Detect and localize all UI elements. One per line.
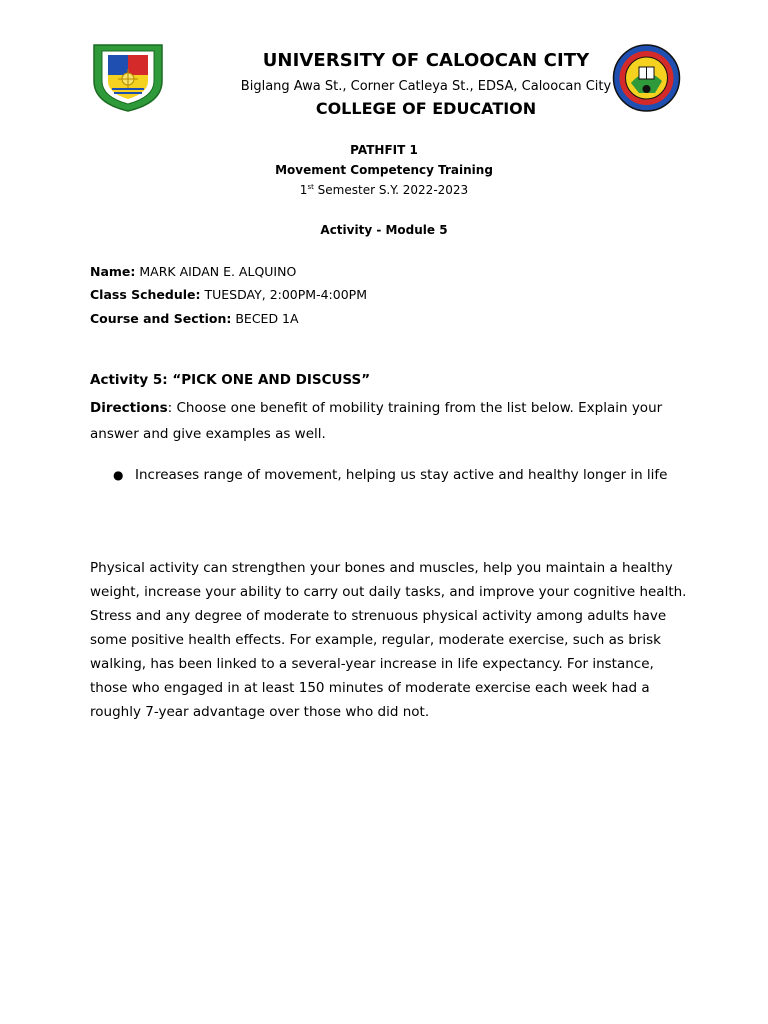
activity-heading: Activity 5: “PICK ONE AND DISCUSS” [90,372,371,388]
directions-paragraph [90,395,680,447]
university-address: Biglang Awa St., Corner Catleya St., EDSA, Caloocan City [240,79,612,94]
semester-suffix: st [307,183,314,191]
course-code: PATHFIT 1 [350,143,418,157]
schedule-value: TUESDAY, 2:00PM-4:00PM [200,287,367,302]
student-name-line [90,264,296,279]
name-label: Name: [90,264,136,279]
list-item [113,463,683,487]
college-name: COLLEGE OF EDUCATION [315,99,537,118]
name-value: MARK AIDAN E. ALQUINO [135,264,297,279]
directions-label: Directions [90,400,168,416]
semester-number: 1 [299,183,308,197]
section-value: BECED 1A [231,311,299,326]
semester-text: Semester S.Y. 2022-2023 [313,183,469,197]
section-label: Course and Section: [90,311,232,326]
course-section-line [90,311,299,326]
bullet-icon: ● [113,468,124,482]
list-item-text: Increases range of movement, helping us stay active and healthy longer in life [135,467,668,483]
course-title: Movement Competency Training [275,163,493,177]
benefit-list [113,463,683,487]
schedule-label: Class Schedule: [90,287,201,302]
answer-paragraph: Physical activity can strengthen your bones and muscles, help you maintain a healthy weight, increase your ability to carry out daily tasks, and improve your cognitive health. Stress and any degree of moderate to strenuous physical activity among adults have some positive health effects. For example, regular, moderate exercise, such as brisk walking, has been linked to a several-year increase in life expectancy. For instance, those who engaged in at least 150 minutes of moderate exercise each week had a roughly 7-year advantage over those who did not. [90,560,687,720]
activity-module-title: Activity - Module 5 [320,223,448,237]
class-schedule-line [90,287,367,302]
directions-text: : Choose one benefit of mobility training from the list below. Explain your answer and give examples as well. [90,400,663,442]
semester-line [0,183,768,197]
university-name: UNIVERSITY OF CALOOCAN CITY [262,50,590,71]
